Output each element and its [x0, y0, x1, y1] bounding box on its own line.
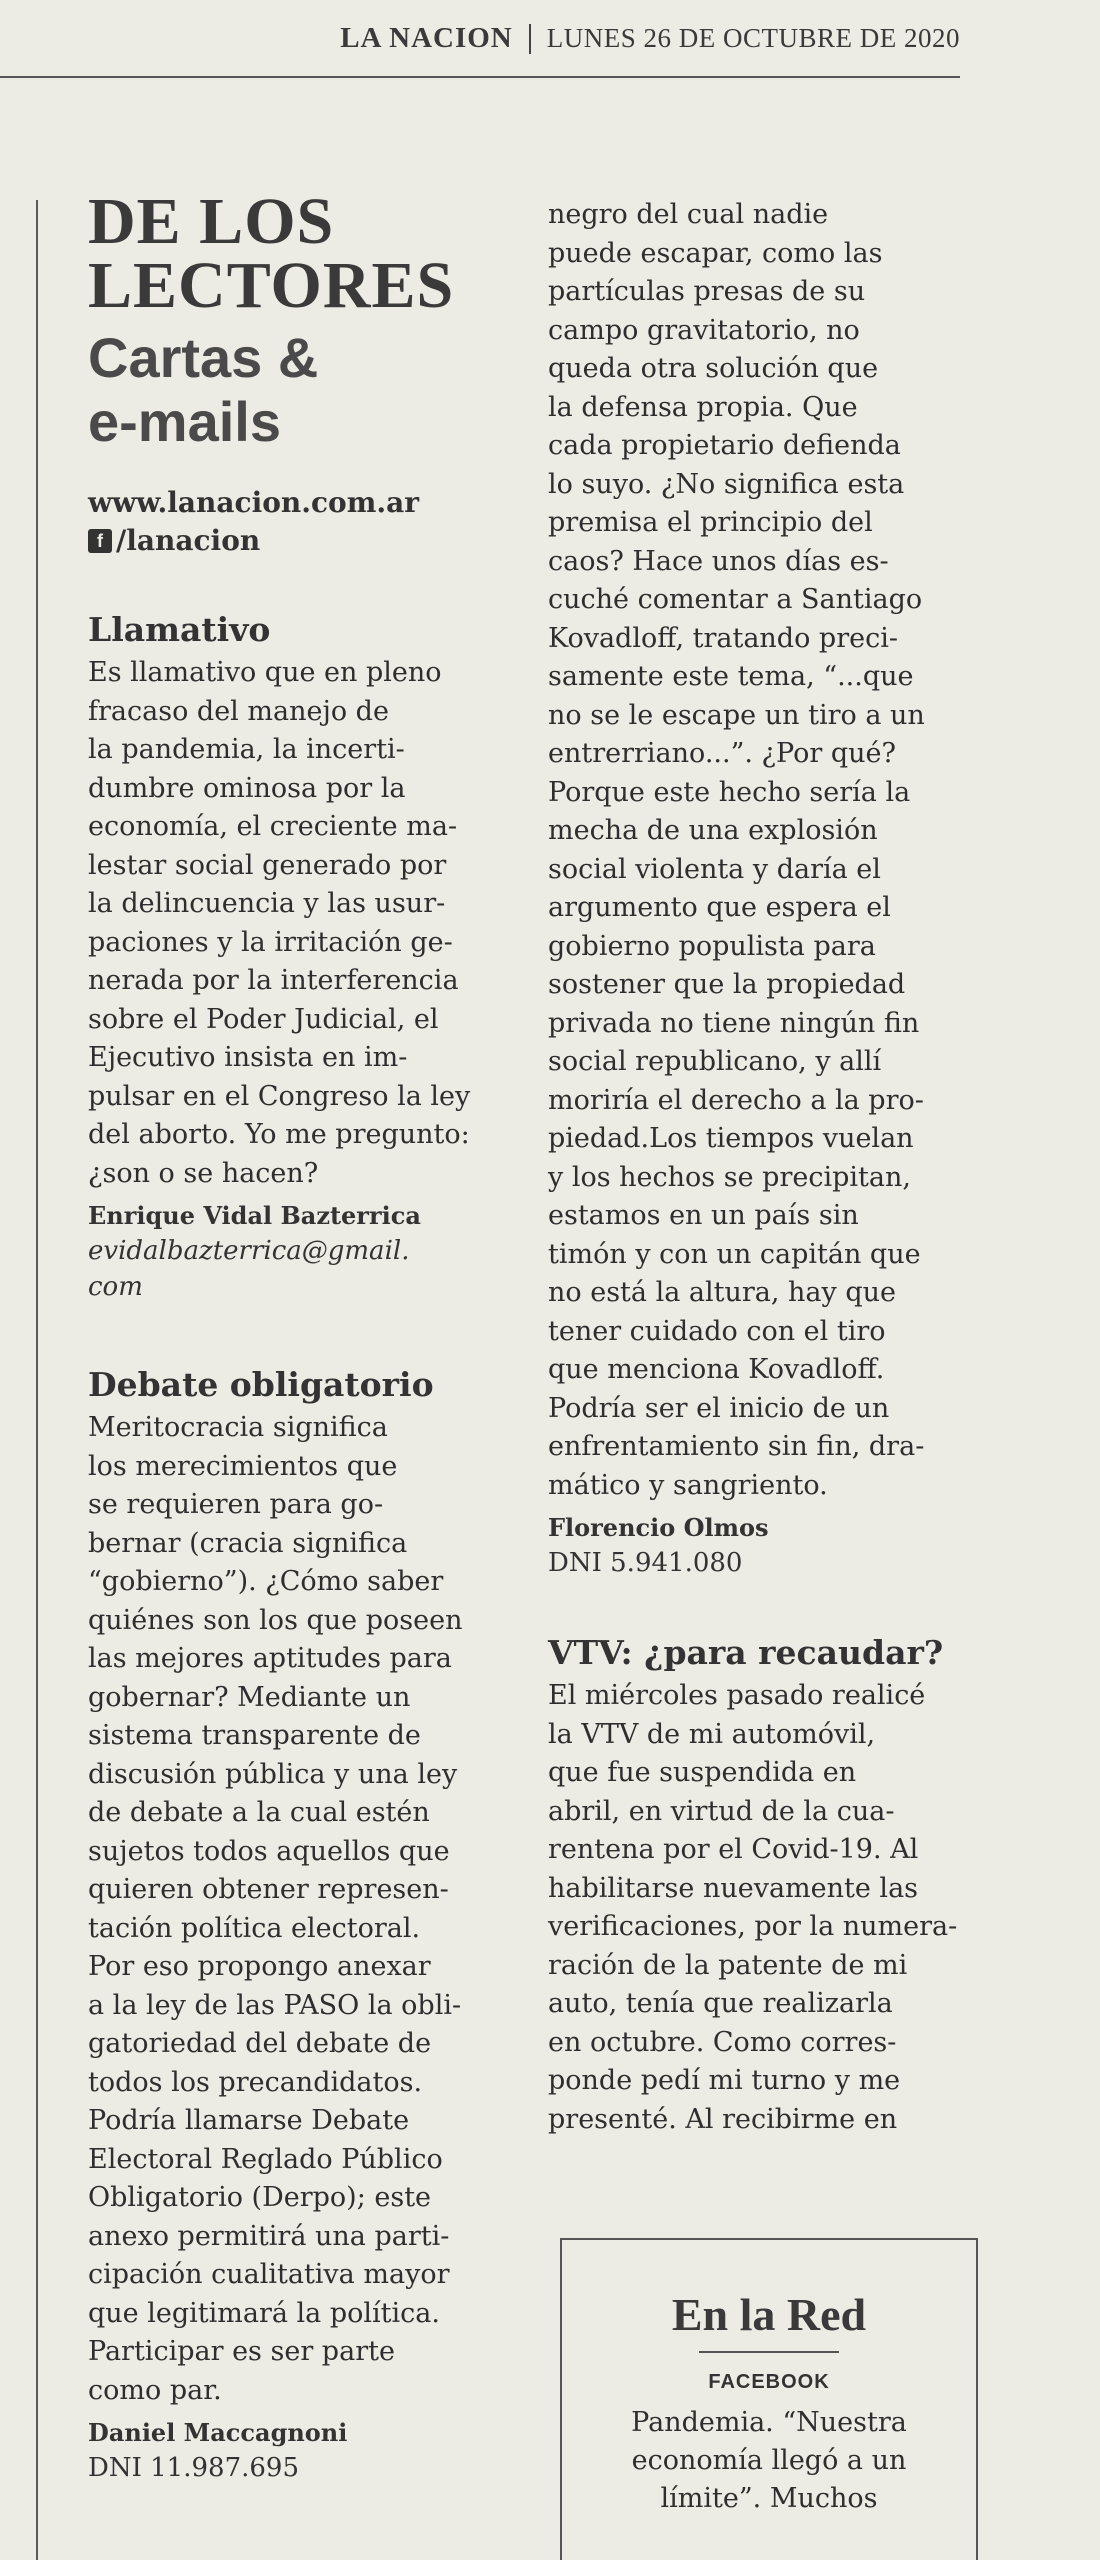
letter-dni: DNI 5.941.080 — [548, 1548, 743, 1578]
letter-body: El miércoles pasado realicé la VTV de mi automóvil, que fue suspendida en abril, en virtud de la cua- rentena por el Covid-19. Al habilitarse nuevamente las verificaciones, por la numera- ración de la patente de mi auto, tenía que realizarla en octubre. Como corres- ponde pedí mi turno y me presenté. Al recibirme en — [548, 1680, 958, 2135]
letter-debate — [88, 1365, 558, 2486]
section-title: DE LOS LECTORES — [88, 185, 455, 322]
masthead-row — [340, 22, 960, 55]
website-link[interactable]: www.lanacion.com.ar — [88, 486, 419, 519]
letter-vtv — [548, 1633, 1018, 2139]
newspaper-name: LA NACION — [340, 22, 513, 54]
column-rule — [36, 200, 38, 2560]
letter-author: Daniel Maccagnoni — [88, 2418, 348, 2447]
letter-dni: DNI 11.987.695 — [88, 2453, 299, 2483]
letter-body: negro del cual nadie puede escapar, como las partículas presas de su campo gravitatorio, no queda otra solución que la defensa propia. Que cada propietario defienda lo suyo. ¿No significa esta premisa el principio del caos? Hace unos días es- cuché comentar a Santiago Kovadloff, tratando preci- samente este tema, “...que no se le escape un tiro a un entrerriano...”. ¿Por qué? Porque este hecho sería la mecha de una explosión social violenta y daría el argumento que espera el gobierno populista para sostener que la propiedad privada no tiene ningún fin social republicano, y allí moriría el derecho a la pro- piedad.Los tiempos vuelan y los hechos se precipitan, estamos en un país sin timón y con un capitán que no está la altura, hay que tener cuidado con el tiro que menciona Kovadloff. Podría ser el inicio de un enfrentamiento sin fin, dra- mático y sangriento. — [548, 199, 925, 1501]
letter-body: Es llamativo que en pleno fracaso del manejo de la pandemia, la incerti- dumbre ominosa por la economía, el creciente ma- lestar social generado por la delincuencia y las usur- paciones y la irritación ge- nerada por la interferencia sobre el Poder Judicial, el Ejecutivo insista en im- pulsar en el Congreso la ley del aborto. Yo me pregunto: ¿son o se hacen? — [88, 657, 471, 1189]
facebook-handle: /lanacion — [116, 524, 261, 557]
en-la-red-text: Pandemia. “Nuestra economía llegó a un límite”. Muchos — [631, 2407, 907, 2514]
facebook-link[interactable] — [88, 522, 558, 560]
masthead-separator — [529, 24, 531, 54]
letter-llamativo — [88, 610, 558, 1305]
letter-author: Enrique Vidal Bazterrica — [88, 1201, 421, 1230]
letter-continuation — [548, 196, 1018, 1581]
letter-author: Florencio Olmos — [548, 1513, 769, 1542]
en-la-red-box — [560, 2238, 978, 2560]
contact-links — [88, 484, 558, 560]
en-la-red-title: En la Red — [671, 2289, 867, 2340]
publication-date: LUNES 26 DE OCTUBRE DE 2020 — [546, 23, 960, 53]
letter-title: Llamativo — [88, 610, 271, 649]
section-subtitle: Cartas & e-mails — [88, 326, 319, 453]
en-la-red-rule — [699, 2351, 839, 2353]
left-column — [88, 185, 558, 2486]
en-la-red-label: FACEBOOK — [708, 2371, 830, 2393]
letter-email: evidalbazterrica@gmail. com — [88, 1236, 410, 1302]
letter-title: Debate obligatorio — [88, 1365, 434, 1404]
facebook-icon: f — [88, 529, 112, 553]
masthead-rule — [0, 76, 960, 78]
masthead — [0, 0, 1100, 80]
right-column — [548, 190, 1018, 2139]
letter-body: Meritocracia significa los merecimientos que se requieren para go- bernar (cracia significa “gobierno”). ¿Cómo saber quiénes son los que poseen las mejores aptitudes para gobernar? Mediante un sistema transparente de discusión pública y una ley de debate a la cual estén sujetos todos aquellos que quieren obtener represen- tación política electoral. Por eso propongo anexar a la ley de las PASO la obli- gatoriedad del debate de todos los precandidatos. Podría llamarse Debate Electoral Reglado Público Obligatorio (Derpo); este anexo permitirá una parti- cipación cualitativa mayor que legitimará la política. Participar es ser parte como par. — [88, 1412, 463, 2406]
letter-title: VTV: ¿para recaudar? — [548, 1633, 944, 1672]
